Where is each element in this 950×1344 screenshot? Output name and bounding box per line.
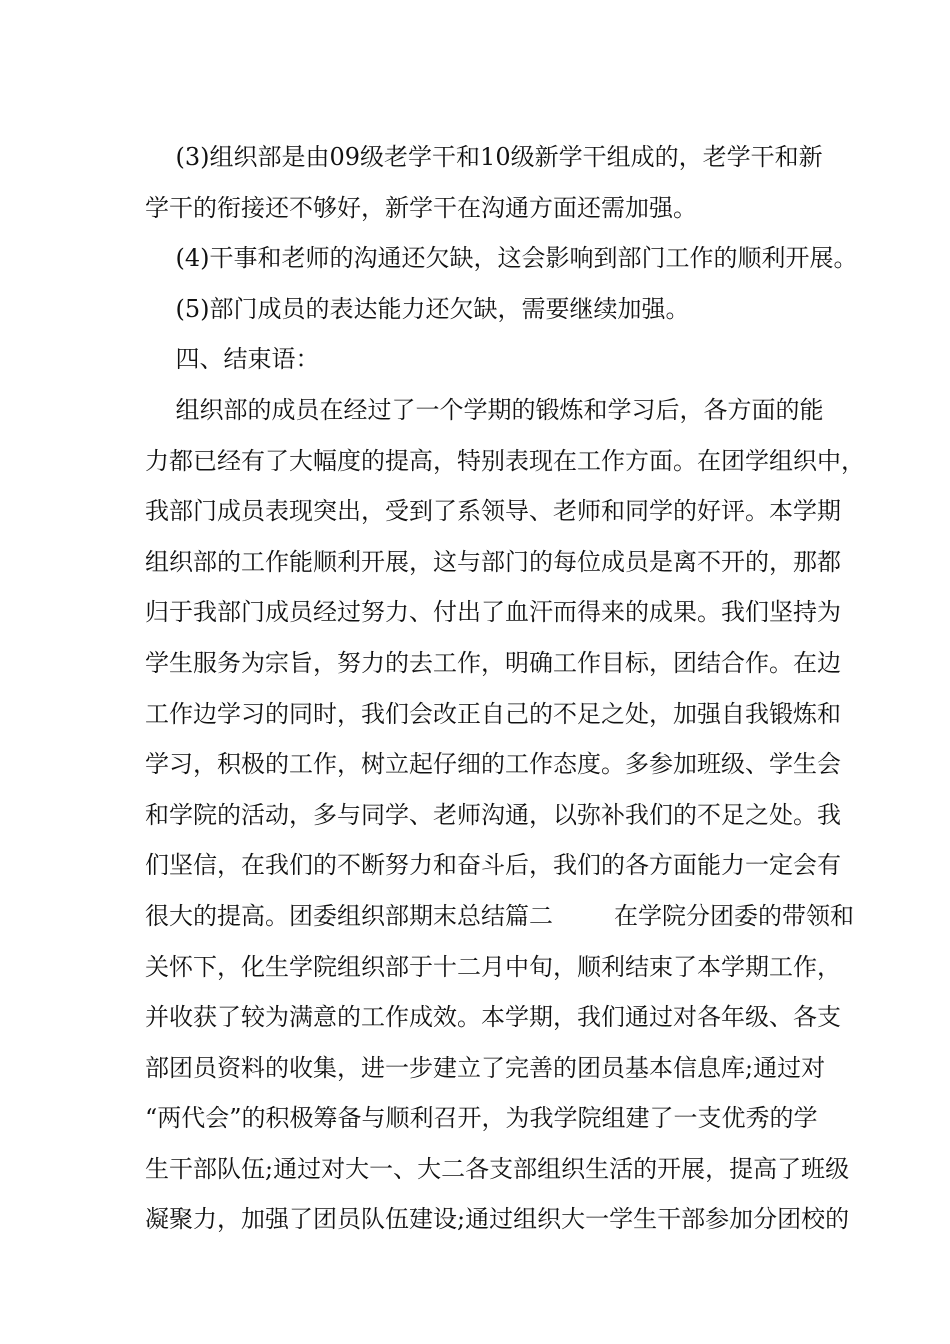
text-line: 组织部的成员在经过了一个学期的锻炼和学习后，各方面的能 [145, 395, 824, 424]
text-line: 和学院的活动，多与同学、老师沟通，以弥补我们的不足之处。我 [145, 800, 841, 829]
text-line: 部团员资料的收集，进一步建立了完善的团员基本信息库;通过对 [145, 1053, 826, 1082]
text-line: 学干的衔接还不够好，新学干在沟通方面还需加强。 [145, 193, 697, 222]
text-line: (3)组织部是由09级老学干和10级新学干组成的，老学干和新 [145, 143, 823, 171]
text-line: 关怀下，化生学院组织部于十二月中旬，顺利结束了本学期工作， [145, 952, 841, 981]
text-line: 学习，积极的工作，树立起仔细的工作态度。多参加班级、学生会 [145, 750, 841, 779]
text-line: 很大的提高。团委组织部期末总结篇二 在学院分团委的带领和 [145, 901, 855, 930]
text-line: 归于我部门成员经过努力、付出了血汗而得来的成果。我们坚持为 [145, 598, 841, 627]
text-line: 们坚信，在我们的不断努力和奋斗后，我们的各方面能力一定会有 [145, 851, 841, 880]
text-line: 学生服务为宗旨，努力的去工作，明确工作目标，团结合作。在边 [145, 648, 841, 677]
text-line: 并收获了较为满意的工作成效。本学期，我们通过对各年级、各支 [145, 1003, 841, 1032]
text-line: 工作边学习的同时，我们会改正自己的不足之处，加强自我锻炼和 [145, 699, 841, 728]
text-line: (4)干事和老师的沟通还欠缺，这会影响到部门工作的顺利开展。 [145, 244, 858, 273]
text-line: 力都已经有了大幅度的提高，特别表现在工作方面。在团学组织中， [145, 446, 865, 475]
text-line: 我部门成员表现突出，受到了系领导、老师和同学的好评。本学期 [145, 497, 841, 526]
text-line: 组织部的工作能顺利开展，这与部门的每位成员是离不开的，那都 [145, 547, 841, 576]
text-line: 生干部队伍;通过对大一、大二各支部组织生活的开展，提高了班级 [145, 1154, 850, 1183]
text-line: 凝聚力，加强了团员队伍建设;通过组织大一学生干部参加分团校的 [145, 1205, 850, 1234]
text-line: “两代会”的积极筹备与顺利召开，为我学院组建了一支优秀的学 [145, 1104, 818, 1133]
document-body [145, 132, 865, 1245]
text-line: (5)部门成员的表达能力还欠缺，需要继续加强。 [145, 294, 690, 323]
section-heading: 四、结束语： [145, 345, 320, 374]
